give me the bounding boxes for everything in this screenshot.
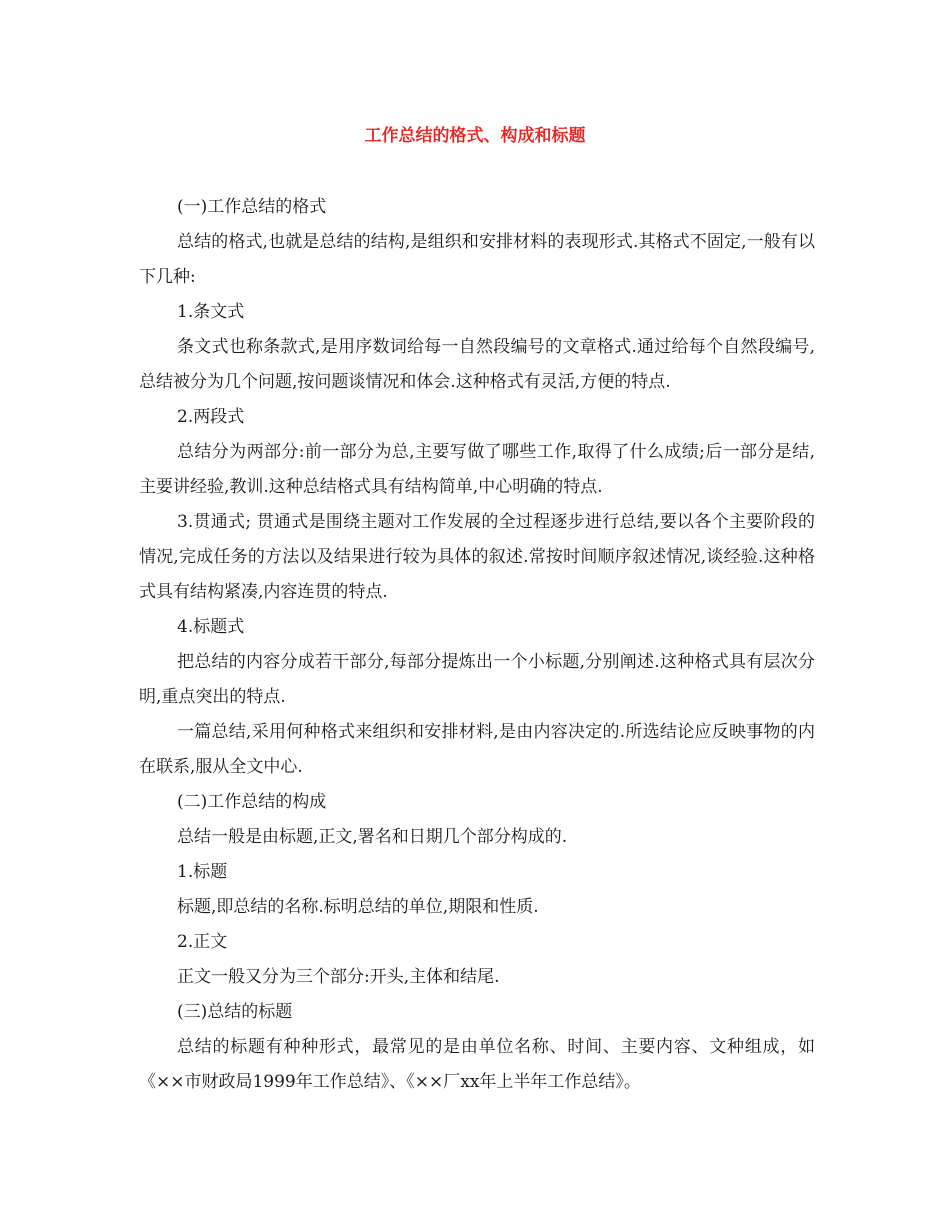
body-paragraph: 总结一般是由标题,正文,署名和日期几个部分构成的.: [177, 827, 568, 847]
subheading-biaoti-shi: 4.标题式: [177, 617, 245, 637]
body-paragraph: 总结的格式,也就是总结的结构,是组织和安排材料的表现形式.其格式不固定,一般有以下几种:: [139, 232, 815, 287]
section-heading-title: (三)总结的标题: [177, 1002, 293, 1022]
subheading-tiaowen: 1.条文式: [177, 302, 245, 322]
body-paragraph: 把总结的内容分成若干部分,每部分提炼出一个小标题,分别阐述.这种格式具有层次分明,重点突出的特点.: [139, 652, 815, 707]
body-paragraph: 条文式也称条款式,是用序数词给每一自然段编号的文章格式.通过给每个自然段编号,总结被分为几个问题,按问题谈情况和体会.这种格式有灵活,方便的特点.: [139, 337, 815, 392]
section-heading-format: (一)工作总结的格式: [177, 197, 327, 217]
section-heading-structure: (二)工作总结的构成: [177, 792, 327, 812]
subheading-liangduan: 2.两段式: [177, 407, 245, 427]
subheading-title: 1.标题: [177, 862, 228, 882]
body-paragraph: 3.贯通式; 贯通式是围绕主题对工作发展的全过程逐步进行总结,要以各个主要阶段的情况,完成任务的方法以及结果进行较为具体的叙述.常按时间顺序叙述情况,谈经验.这种格式具有结构紧凑,内容连贯的特点.: [139, 512, 815, 602]
document-body: [139, 190, 815, 1100]
body-paragraph: 一篇总结,采用何种格式来组织和安排材料,是由内容决定的.所选结论应反映事物的内在联系,服从全文中心.: [139, 722, 815, 777]
subheading-body-text: 2.正文: [177, 932, 228, 952]
body-paragraph: 正文一般又分为三个部分:开头,主体和结尾.: [177, 967, 500, 987]
body-paragraph: 总结分为两部分:前一部分为总,主要写做了哪些工作,取得了什么成绩;后一部分是结,主要讲经验,教训.这种总结格式具有结构简单,中心明确的特点.: [139, 442, 815, 497]
document-title: 工作总结的格式、构成和标题: [364, 126, 586, 146]
body-paragraph: 总结的标题有种种形式，最常见的是由单位名称、时间、主要内容、文种组成，如《××市财政局1999年工作总结》、《××厂xx年上半年工作总结》。: [139, 1037, 815, 1092]
body-paragraph: 标题,即总结的名称.标明总结的单位,期限和性质.: [177, 897, 539, 917]
